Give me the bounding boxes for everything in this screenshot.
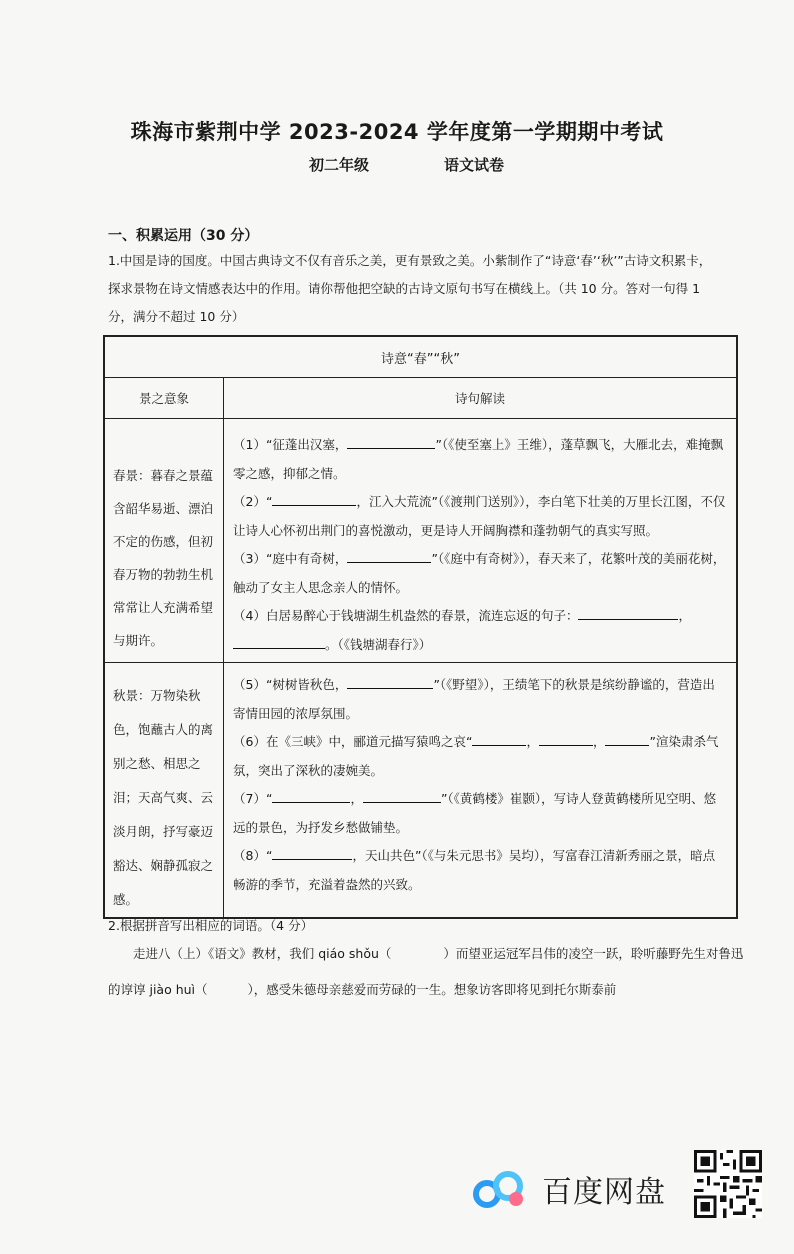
question-1-intro: 1.中国是诗的国度。中国古典诗文不仅有音乐之美，更有景致之美。小紫制作了“诗意‘春’‘秋’”古诗文积累卡，探求景物在诗文情感表达中的作用。请你帮他把空缺的古诗文原句书写在横线上。（共 10 分。答对一句得 1 分，满分不超过 10 分） [108, 253, 712, 324]
column-header-imagery: 景之意象 [104, 378, 224, 419]
answer-blank[interactable] [539, 731, 593, 746]
autumn-items [224, 663, 738, 919]
table-row: （4）白居易醉心于钱塘湖生机盎然的春景，流连忘返的句子： ，。（《钱塘湖春行》） [225, 602, 735, 659]
answer-blank[interactable] [363, 788, 441, 803]
question-2-text: 走进八（上）《语文》教材，我们 qiáo shǒu（ ）而望亚运冠军吕伟的凌空一跃，聆听藤野先生对鲁迅的谆谆 jiào huì（ ），感受朱德母亲慈爱而劳碌的一生。想象访客即将见到托尔斯泰前 [108, 946, 744, 997]
answer-blank[interactable] [347, 674, 433, 689]
table-row: （3）“庭中有奇树， ”（《庭中有奇树》），春天来了，花繁叶茂的美丽花树，触动了女主人思念亲人的情怀。 [225, 545, 735, 602]
table-row: （2）“ ，江入大荒流”（《渡荆门送别》），李白笔下壮美的万里长江图，不仅让诗人心怀初出荆门的喜悦激动，更是诗人开阔胸襟和蓬勃朝气的真实写照。 [225, 488, 735, 545]
baidu-netdisk-logo-icon [472, 1166, 530, 1212]
qr-code-icon [694, 1150, 762, 1218]
table-row: （7）“ ， ”（《黄鹤楼》崔颢），写诗人登黄鹤楼所见空明、悠远的景色，为抒发乡愁做铺垫。 [225, 785, 735, 842]
table-title: 诗意“春”“秋” [104, 336, 737, 378]
answer-blank[interactable] [605, 731, 649, 746]
answer-blank[interactable] [347, 548, 431, 563]
poetry-card-table [103, 335, 738, 919]
table-row: （8）“ ，天山共色”（《与朱元思书》吴均），写富春江清新秀丽之景，暗点畅游的季节，充溢着盎然的兴致。 [225, 842, 735, 899]
answer-blank[interactable] [272, 845, 352, 860]
table-row: （5）“树树皆秋色， ”（《野望》），王绩笔下的秋景是缤纷静谧的，营造出寄情田园的浓厚氛围。 [225, 671, 735, 728]
spring-items [224, 419, 738, 663]
grade-label: 初二年级 [309, 156, 370, 174]
answer-blank[interactable] [578, 605, 678, 620]
answer-blank[interactable] [272, 491, 356, 506]
section-heading: 一、积累运用（30 分） [108, 228, 259, 244]
autumn-description: 秋景：万物染秋色，饱蘸古人的离别之愁、相思之泪；天高气爽、云淡月朗，抒写豪迈豁达、娴静孤寂之感。 [104, 663, 224, 919]
column-header-interpretation: 诗句解读 [224, 378, 738, 419]
table-row: （6）在《三峡》中，郦道元描写猿鸣之哀“ ， ， ”渲染肃杀气氛，突出了深秋的凄婉美。 [225, 728, 735, 785]
question-2-heading: 2.根据拼音写出相应的词语。（4 分） [108, 918, 314, 933]
answer-blank[interactable] [272, 788, 350, 803]
answer-blank[interactable] [347, 434, 435, 449]
watermark-text: 百度网盘 [542, 1175, 666, 1210]
table-row: （1）“征蓬出汉塞， ”（《使至塞上》王维），蓬草飘飞，大雁北去，难掩飘零之感，抑郁之情。 [225, 431, 735, 488]
answer-blank[interactable] [472, 731, 526, 746]
spring-description: 春景：暮春之景蕴含韶华易逝、漂泊不定的伤感，但初春万物的勃勃生机常常让人充满希望与期许。 [104, 419, 224, 663]
exam-title: 珠海市紫荆中学 2023-2024 学年度第一学期期中考试 [130, 120, 664, 144]
answer-blank[interactable] [233, 634, 325, 649]
subject-label: 语文试卷 [444, 156, 505, 174]
baidu-netdisk-watermark [472, 1164, 666, 1214]
